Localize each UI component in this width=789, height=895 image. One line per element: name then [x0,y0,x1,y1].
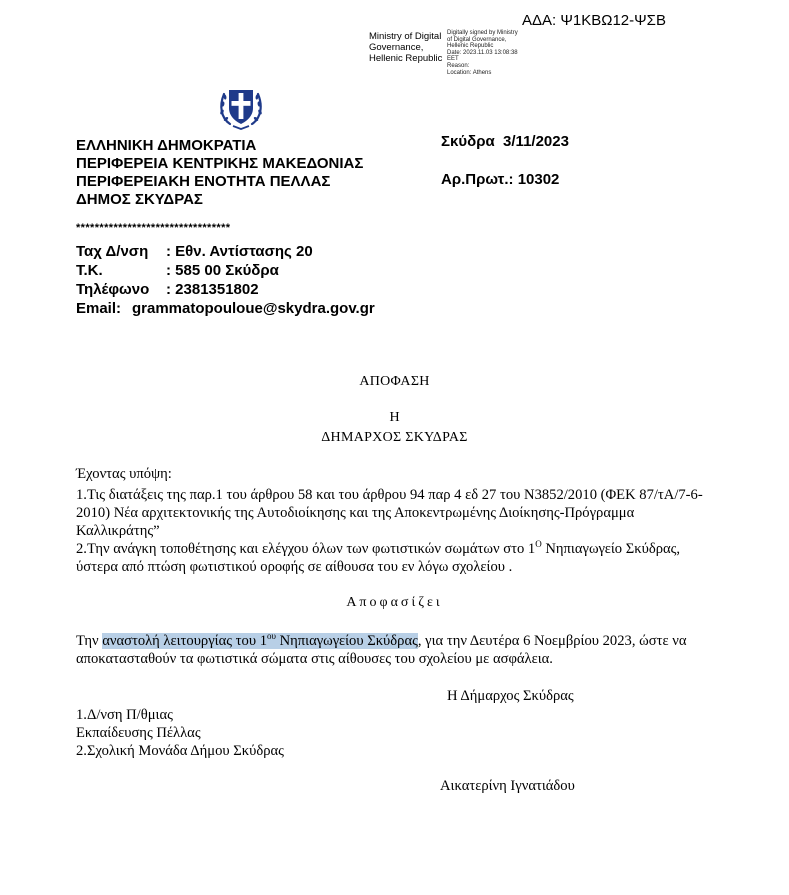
header-line-republic: ΕΛΛΗΝΙΚΗ ΔΗΜΟΚΡΑΤΙΑ [76,137,257,154]
decision-text [76,632,716,668]
greek-emblem-icon [216,82,266,132]
phone-value: : 2381351802 [166,281,259,298]
contact-phone [76,281,259,299]
signature-detail: EET [447,56,459,63]
zip-value: : 585 00 Σκύδρα [166,262,279,279]
considering-heading: Έχοντας υπόψη: [76,466,172,482]
address-label: Ταχ Δ/νση [76,243,149,260]
signature-detail: of Digital Governance, [447,36,507,43]
protocol-label: Αρ.Πρωτ.: [441,171,514,188]
contact-address [76,243,313,261]
zip-label: Τ.Κ. [76,262,103,279]
contact-zip [76,262,279,280]
signer-line: Governance, [369,42,424,53]
mayor-title: ΔΗΜΑΡΧΟΣ ΣΚΥΔΡΑΣ [321,430,468,445]
considering-item-1: 1.Τις διατάξεις της παρ.1 του άρθρου 58 και του άρθρου 94 παρ 4 εδ 27 του Ν3852/2010 (ΦΕΚ 87/τΑ/7-6-2010) Νέα αρχιτεκτονικής της Αυτοδιοίκησης και της Αποκεντρωμένης Διοίκησης-Πρόγραμμα Καλλικράτης” [76,487,703,539]
decision-title: ΑΠΟΦΑΣΗ [359,374,430,389]
decision-prefix: Την [76,633,103,649]
decision-superscript: ου [267,631,276,642]
decision-suffix: , για την Δευτέρα 6 Νοεμβρίου 2023, ώστε να αποκατασταθούν τα φωτιστικά σώματα στις αίθουσες του σχολείου με ασφάλεια. [76,633,687,667]
digital-signature-signer [369,31,447,64]
protocol-value: 10302 [517,171,560,188]
phone-label: Τηλέφωνο [76,281,150,298]
signature-detail: Location: Athens [447,69,492,76]
email-label: Email: [76,300,122,317]
header-line-region: ΠΕΡΙΦΕΡΕΙΑ ΚΕΝΤΡΙΚΗΣ ΜΑΚΕΔΟΝΙΑΣ [76,155,364,172]
date-label: Σκύδρα [441,133,495,150]
address-value: : Εθν. Αντίστασης 20 [166,243,313,260]
mayor-article: Η [389,410,400,425]
item2-superscript: Ο [535,539,542,550]
decision-highlight-1: αναστολή λειτουργίας του 1 [102,633,267,649]
email-value[interactable]: grammatopouloue@skydra.gov.gr [132,300,375,317]
distribution-item: Εκπαίδευσης Πέλλας [76,725,201,741]
signature-detail: Hellenic Republic [447,43,494,50]
ada-code: ΑΔΑ: Ψ1ΚΒΩ12-ΨΣΒ [522,12,666,29]
digital-signature-details [447,30,537,76]
item2-text-start: 2.Την ανάγκη τοποθέτησης και ελέγχου όλων των φωτιστικών σωμάτων στο 1 [76,541,536,557]
document-date [441,133,569,150]
distribution-item: 1.Δ/νση Π/θμιας [76,707,173,723]
date-value: 3/11/2023 [503,133,569,150]
item2-text-end: Νηπιαγωγείο Σκύδρας, ύστερα από πτώση φωτιστικού οροφής σε αίθουσα του εν λόγω σχολείου . [76,541,681,575]
header-line-municipality: ΔΗΜΟΣ ΣΚΥΔΡΑΣ [76,191,203,208]
signer-title: Η Δήμαρχος Σκύδρας [447,688,574,704]
distribution-item: 2.Σχολική Μονάδα Δήμου Σκύδρας [76,743,284,759]
considering-item-2 [76,540,716,576]
signature-detail: Digitally signed by Ministry [447,30,518,36]
signer-line: Ministry of Digital [369,31,442,42]
signature-detail: Reason: [447,62,470,69]
highlighted-text [102,633,418,649]
header-line-regional-unit: ΠΕΡΙΦΕΡΕΙΑΚΗ ΕΝΟΤΗΤΑ ΠΕΛΛΑΣ [76,173,331,190]
signer-line: Hellenic Republic [369,53,443,64]
signature-detail: Date: 2023.11.03 13:08:38 [447,49,518,56]
decides-heading: Αποφασίζει [346,595,443,610]
separator-stars: ********************************* [76,222,231,234]
signer-name: Αικατερίνη Ιγνατιάδου [440,778,575,794]
protocol-number [441,171,559,188]
decision-highlight-2: Νηπιαγωγείου Σκύδρας [275,633,418,649]
contact-email [76,300,375,318]
